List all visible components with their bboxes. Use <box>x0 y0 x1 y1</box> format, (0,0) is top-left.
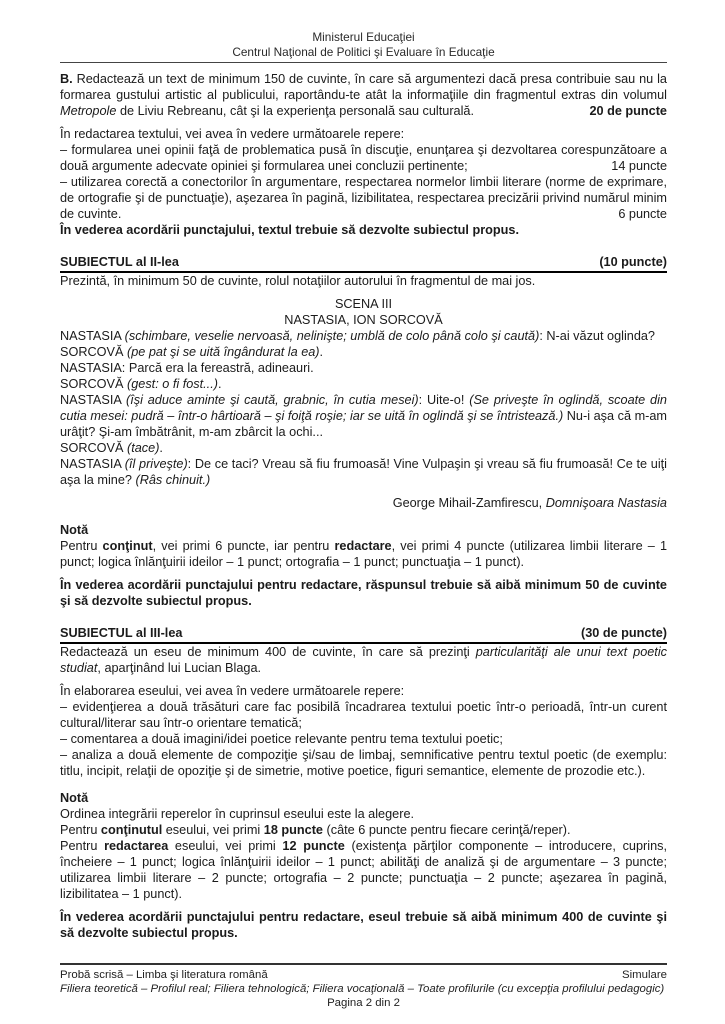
text-run: Pentru <box>60 539 103 553</box>
text-run: NASTASIA, ION SORCOVĂ <box>284 313 443 327</box>
attribution <box>60 495 667 511</box>
note-order <box>60 806 667 822</box>
section-points: (10 puncte) <box>599 255 667 269</box>
text-run: redactarea <box>104 839 169 853</box>
text-run: . <box>159 441 163 455</box>
subject2-task <box>60 273 667 289</box>
text-run: : De ce taci? Vreau să fiu frumoasă! Vine Vulpaşin şi vreau să fiu frumoasă! Ce te uiţi aşa la mine? <box>60 457 667 487</box>
footer-filiera-line: Filiera teoretică – Profilul real; Filiera tehnologică; Filiera vocaţională – Toate profilurile (cu excepţia profilului pedagogic) <box>60 983 665 995</box>
text-run: (îl priveşte) <box>124 457 188 471</box>
footer-session-label: Simulare <box>622 969 667 981</box>
subject3-heading <box>60 625 667 644</box>
essay-criterion-1 <box>60 699 667 731</box>
scene-title <box>60 296 667 312</box>
text-run: (Râs chinuit.) <box>135 473 211 487</box>
text-run: Notă <box>60 523 89 537</box>
text-run: B. <box>60 72 73 86</box>
text-run: (pe pat şi se uită îngândurat la ea) <box>126 345 320 359</box>
text-run: În redactarea textului, vei avea în vedere următoarele repere: <box>60 127 405 141</box>
text-run: (tace) <box>126 441 160 455</box>
essay-criterion-3 <box>60 747 667 779</box>
text-run: . <box>319 345 324 359</box>
text-run: conţinut <box>102 539 153 553</box>
text-run: SORCOVĂ <box>60 441 127 455</box>
dialogue-line-1 <box>60 328 667 344</box>
task-b-guidelines-intro <box>60 126 667 142</box>
document-body <box>60 63 667 953</box>
text-run: NASTASIA <box>60 457 125 471</box>
text-run: . <box>217 377 222 391</box>
essay-criterion-2 <box>60 731 667 747</box>
note-heading-2 <box>60 522 667 538</box>
text-run: (îşi aduce aminte şi caută, grabnic, în cutia mesei) <box>125 393 419 407</box>
text-run: – analiza a două elemente de compoziţie şi/sau de limbaj, semnificative pentru textul poetic (de exemplu: titlu, incipit, relaţii de opoziţie şi de simetrie, motive poetice, figuri semantice, elemente de prozodie etc.). <box>60 748 667 778</box>
note-redaction-minimum-2 <box>60 577 667 609</box>
text-run: – utilizarea corectă a conectorilor în argumentare, respectarea normelor limbii literare (norme de exprimare, de ortografie şi de punctuaţie), aşezarea în pagină, lizibilitatea, respectarea precizării privind numărul minim de cuvinte. <box>60 175 667 221</box>
section-points: (30 de puncte) <box>580 626 667 640</box>
text-run: particularităţi ale unui text poetic studiat <box>60 645 667 675</box>
points-label: 14 puncte <box>605 158 667 174</box>
note-development-required-b <box>60 222 667 238</box>
text-run: SCENA III <box>334 297 393 311</box>
text-run: (Se priveşte în oglindă, scoate din cutia mesei: pudră – într-o hârtioară – şi foiţă roşie; iar se uită în oglindă şi se întristează.) <box>60 393 667 423</box>
text-run: (existenţa părţilor componente – introducere, cuprins, încheiere – 1 punct; logica înlănţuirii ideilor – 1 punct; abilităţi de analiză şi de argumentare – 3 puncte; utilizarea limbii literare – 2 puncte; ortografia – 2 puncte; punctuaţia – 2 puncte; aşezarea în pagină, lizibilitatea – 1 punct). <box>60 839 667 901</box>
text-run: Ordinea integrării reperelor în cuprinsul eseului este la alegere. <box>60 807 415 821</box>
text-run: : Uite-o! <box>418 393 470 407</box>
text-run: Redactează un eseu de minimum 400 de cuvinte, în care să prezinţi <box>60 645 476 659</box>
note-heading-3 <box>60 790 667 806</box>
dialogue-line-7 <box>60 456 667 488</box>
note-redaction-points <box>60 838 667 902</box>
footer-exam-name: Probă scrisă – Limba şi literatura română <box>60 969 268 981</box>
text-run: (gest: o fi fost...) <box>126 377 218 391</box>
page-header <box>60 30 667 63</box>
text-run: 12 puncte <box>282 839 345 853</box>
page-footer <box>60 963 667 1010</box>
text-run: Nu-i aşa că m-am urâţit? Şi-am îmbătrânit, m-am zbârcit la ochi... <box>60 409 667 439</box>
footer-page-number: Pagina 2 din 2 <box>327 997 400 1009</box>
dialogue-line-4 <box>60 376 667 392</box>
text-run: SORCOVĂ <box>60 377 127 391</box>
dialogue-line-2 <box>60 344 667 360</box>
dialogue-line-5 <box>60 392 667 440</box>
text-run: , vei primi 6 puncte, iar pentru <box>152 539 335 553</box>
text-run: NASTASIA: Parcă era la fereastră, adineauri. <box>60 361 314 375</box>
points-label: 20 de puncte <box>583 103 667 119</box>
section-title: SUBIECTUL al II-lea <box>60 255 179 269</box>
dialogue-line-3 <box>60 360 667 376</box>
dialogue-line-6 <box>60 440 667 456</box>
text-run: NASTASIA <box>60 329 125 343</box>
text-run: redactare <box>334 539 392 553</box>
text-run: Domnişoara Nastasia <box>545 496 667 510</box>
text-run: Notă <box>60 791 89 805</box>
text-run: (schimbare, veselie nervoasă, nelinişte; umblă de colo până colo şi caută) <box>124 329 540 343</box>
text-run: – comentarea a două imagini/idei poetice relevante pentru tema textului poetic; <box>60 732 503 746</box>
note-redaction-minimum-3 <box>60 909 667 941</box>
text-run: de Liviu Rebreanu, cât şi la experienţa personală sau culturală. <box>116 104 475 118</box>
text-run: eseului, vei primi <box>162 823 264 837</box>
text-run: Metropole <box>60 104 117 118</box>
text-run: – formularea unei opinii faţă de problematica pusă în discuţie, enunţarea şi dezvoltarea corespunzătoare a două argumente adecvate opiniei şi formularea unei concluzii pertinente; <box>60 143 667 173</box>
text-run: George Mihail-Zamfirescu, <box>392 496 546 510</box>
subject3-task <box>60 644 667 676</box>
header-center-name: Centrul Naţional de Politici şi Evaluare în Educaţie <box>232 44 495 59</box>
text-run: , vei primi 4 puncte (utilizarea limbii literare – 1 punct; logica înlănţuirii ideilor – 1 punct; ortografia – 1 punct; punctuaţia – 1 punct). <box>60 539 668 569</box>
points-label: 6 puncte <box>612 206 667 222</box>
text-run: conţinutul <box>100 823 163 837</box>
text-run: În vederea acordării punctajului pentru redactare, răspunsul trebuie să aibă minimum 50 de cuvinte şi să dezvolte subiectul propus. <box>60 578 667 608</box>
header-ministry: Ministerul Educaţiei <box>312 30 415 44</box>
scene-characters <box>60 312 667 328</box>
text-run: Prezintă, în minimum 50 de cuvinte, rolul notaţiilor autorului în fragmentul de mai jos. <box>60 274 536 288</box>
footer-row-1 <box>60 968 667 982</box>
subject2-heading <box>60 254 667 273</box>
text-run: NASTASIA <box>60 393 126 407</box>
content-blocks <box>60 71 667 941</box>
task-b-paragraph <box>60 71 667 119</box>
note-content-points <box>60 822 667 838</box>
criterion-opinion <box>60 142 667 174</box>
text-run: În vederea acordării punctajului, textul trebuie să dezvolte subiectul propus. <box>60 223 519 237</box>
text-run: – evidenţierea a două trăsături care fac posibilă încadrarea textului poetic într-o perioadă, într-un curent cultural/literar sau într-o orientare tematică; <box>60 700 667 730</box>
text-run: Pentru <box>60 839 105 853</box>
text-run: (câte 6 puncte pentru fiecare cerinţă/reper). <box>323 823 571 837</box>
text-run: În vederea acordării punctajului pentru redactare, eseul trebuie să aibă minimum 400 de cuvinte şi să dezvolte subiectul propus. <box>60 910 667 940</box>
criterion-language <box>60 174 667 222</box>
essay-guidelines-intro <box>60 683 667 699</box>
text-run: SORCOVĂ <box>60 345 127 359</box>
text-run: În elaborarea eseului, vei avea în vedere următoarele repere: <box>60 684 405 698</box>
text-run: eseului, vei primi <box>168 839 283 853</box>
note-scoring-2 <box>60 538 667 570</box>
text-run: 18 puncte <box>263 823 323 837</box>
text-run: Pentru <box>60 823 101 837</box>
text-run: Redactează un text de minimum 150 de cuvinte, în care să argumentezi dacă presa contribuie sau nu la formarea gustului artistic al publicului, raportându-te atât la informaţiile din fragmentul extras din volumul <box>60 72 667 102</box>
text-run: : N-ai văzut oglinda? <box>539 329 655 343</box>
text-run: , aparţinând lui Lucian Blaga. <box>97 661 262 675</box>
section-title: SUBIECTUL al III-lea <box>60 626 183 640</box>
